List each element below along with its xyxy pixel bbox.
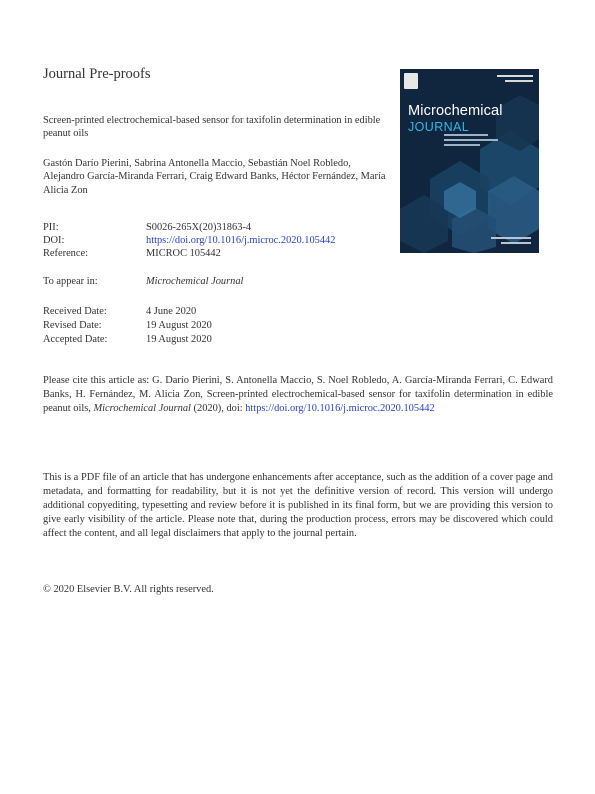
received-value: 4 June 2020 — [146, 306, 197, 317]
cover-tagline — [444, 144, 480, 146]
citation-prefix: Please cite this article as: G. Darío Pierini, S. Antonella Maccio, S. Noel Robledo, A. García-Miranda Ferrari, C. Edward Banks, H. Fernández, M. Alicia Zon, Screen-printed electrochemical-based sensor for taxifolin determination in edible peanut oils, — [43, 375, 553, 414]
received-label: Received Date: — [43, 306, 107, 317]
reference-label: Reference: — [43, 248, 88, 259]
pii-value: S0026-265X(20)31863-4 — [146, 222, 252, 233]
article-authors: Gastón Darío Pierini, Sabrina Antonella Maccio, Sebastián Noel Robledo, Alejandro García-Miranda Ferrari, Craig Edward Banks, Héctor Fernández, María Alicia Zon — [43, 158, 386, 196]
citation-journal: Microchemical Journal — [93, 403, 191, 414]
journal-pre-proofs-header: Journal Pre-proofs — [43, 66, 151, 82]
accepted-value: 19 August 2020 — [146, 334, 212, 345]
pii-label: PII: — [43, 222, 59, 233]
cover-footer-text — [491, 237, 531, 239]
accepted-label: Accepted Date: — [43, 334, 108, 345]
revised-value: 19 August 2020 — [146, 320, 212, 331]
cover-title-journal: JOURNAL — [408, 120, 470, 134]
citation-doi-link[interactable]: https://doi.org/10.1016/j.microc.2020.105442 — [245, 403, 435, 414]
cover-title-microchemical: Microchemical — [408, 103, 503, 119]
appear-value: Microchemical Journal — [146, 276, 244, 287]
cover-issue-text — [505, 80, 533, 82]
copyright-notice: © 2020 Elsevier B.V. All rights reserved. — [43, 584, 214, 595]
citation-paragraph — [43, 374, 553, 416]
doi-label: DOI: — [43, 235, 65, 246]
revised-label: Revised Date: — [43, 320, 102, 331]
cover-tagline — [444, 139, 498, 141]
doi-link[interactable]: https://doi.org/10.1016/j.microc.2020.105442 — [146, 235, 336, 246]
article-title: Screen-printed electrochemical-based sensor for taxifolin determination in edible peanut oils — [43, 115, 381, 140]
elsevier-logo-icon — [404, 73, 418, 89]
journal-cover-image — [400, 69, 539, 253]
citation-middle: (2020), doi: — [190, 403, 246, 414]
cover-hexagon-pattern — [400, 69, 539, 253]
cover-tagline — [444, 134, 488, 136]
cover-footer-text — [501, 242, 531, 244]
cover-volume-text — [497, 75, 533, 77]
notice-paragraph: This is a PDF file of an article that has undergone enhancements after acceptance, such as the addition of a cover page and metadata, and formatting for readability, but it is not yet the definitive version of record. This version will undergo additional copyediting, typesetting and review before it is published in its final form, but we are providing this version to give early visibility of the article. Please note that, during the production process, errors may be discovered which could affect the content, and all legal disclaimers that apply to the journal pertain. — [43, 472, 553, 539]
appear-label: To appear in: — [43, 276, 98, 287]
reference-value: MICROC 105442 — [146, 248, 221, 259]
